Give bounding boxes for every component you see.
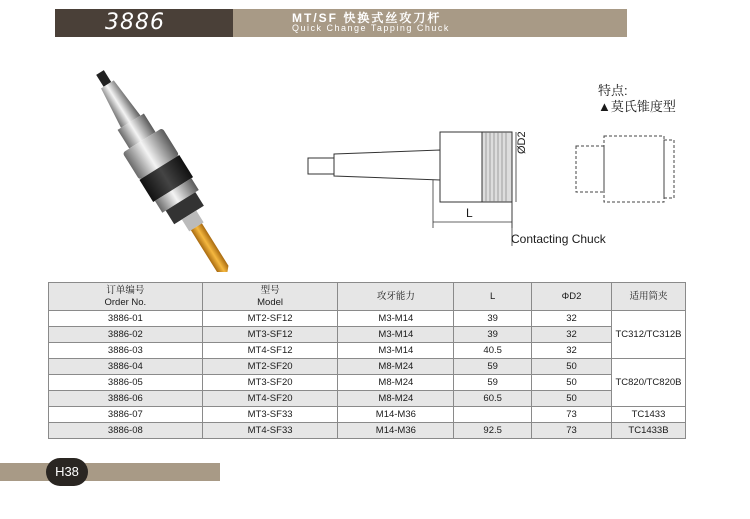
col-length: L [454,283,532,311]
col-order-no: 订单编号 Order No. [49,283,203,311]
col-diameter: ΦD2 [532,283,612,311]
collet-cell: TC312/TC312B [611,311,685,359]
d2-dimension-label: ØD2 [516,131,528,154]
spec-table [48,282,686,439]
collet-cell: TC1433B [611,423,685,439]
table-row: 3886-05 MT3-SF20 M8-M24 59 50 [49,375,686,391]
chuck-dimension-drawing [300,118,540,253]
table-row: 3886-06 MT4-SF20 M8-M24 60.5 50 [49,391,686,407]
footer-band [0,463,220,481]
table-row: 3886-08 MT4-SF33 M14-M36 92.5 73 TC1433B [49,423,686,439]
collet-cell: TC1433 [611,407,685,423]
table-row: 3886-03 MT4-SF12 M3-M14 40.5 32 [49,343,686,359]
product-photo [72,62,257,272]
col-model: 型号 Model [202,283,338,311]
col-collet: 适用筒夹 [611,283,685,311]
table-row: 3886-04 MT2-SF20 M8-M24 59 50 TC820/TC820B [49,359,686,375]
product-subtitle: Quick Change Tapping Chuck [292,23,450,33]
collet-section-drawing [570,132,680,207]
product-title: MT/SF 快换式丝攻刀杆 [292,11,442,25]
table-header-row [49,283,686,311]
feature-item: ▲莫氏锥度型 [598,99,676,114]
product-code: 3886 [55,9,233,37]
contacting-chuck-label: Contacting Chuck [511,232,606,246]
collet-cell: TC820/TC820B [611,359,685,407]
table-row: 3886-02 MT3-SF12 M3-M14 39 32 [49,327,686,343]
page-number-badge: H38 [46,458,88,486]
col-tapping-capacity: 攻牙能力 [338,283,454,311]
table-row: 3886-01 MT2-SF12 M3-M14 39 32 TC312/TC312B [49,311,686,327]
features-title: 特点: [598,83,628,98]
l-dimension-label: L [466,206,473,220]
table-row: 3886-07 MT3-SF33 M14-M36 73 TC1433 [49,407,686,423]
